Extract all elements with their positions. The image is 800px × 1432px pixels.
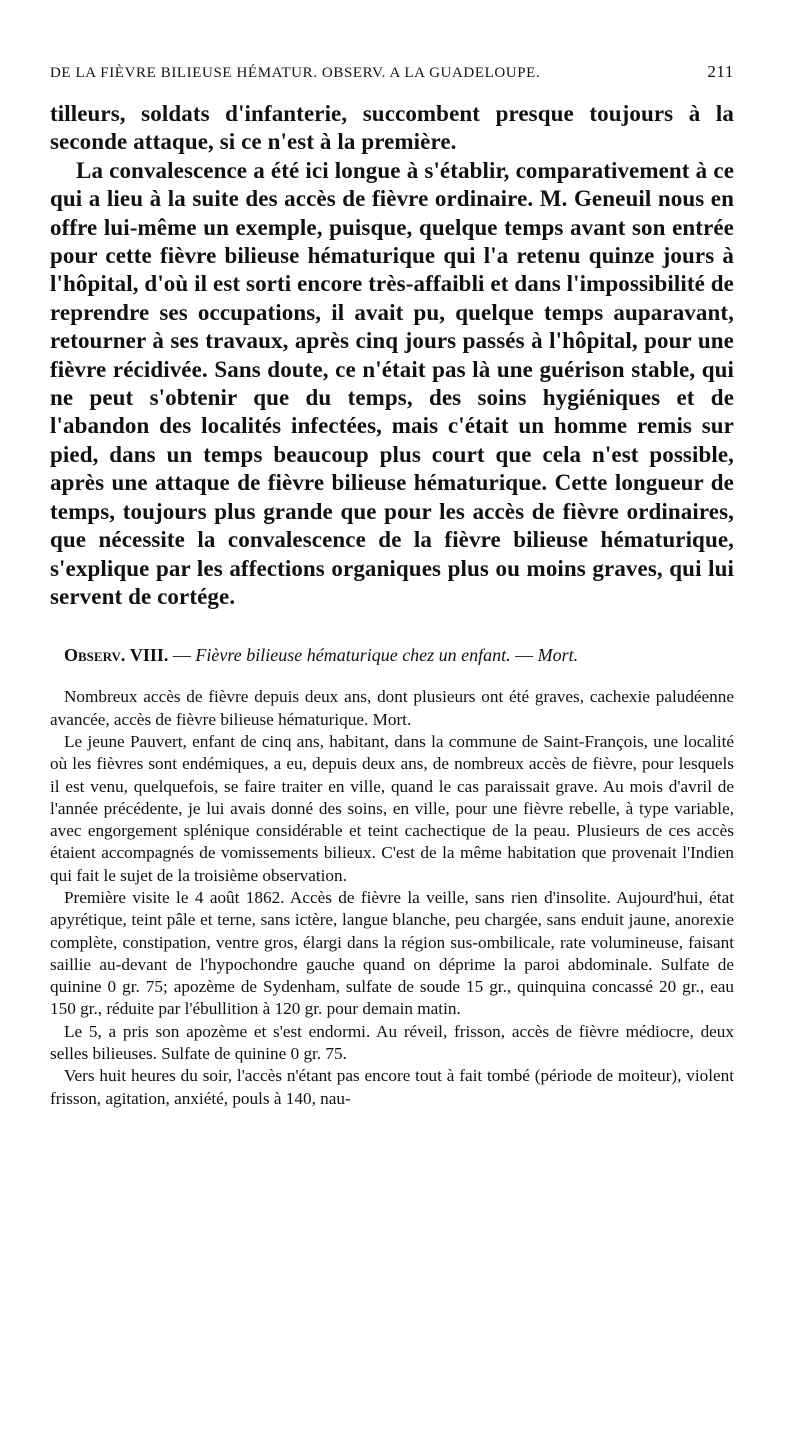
observation-outcome: Mort.: [537, 645, 579, 666]
observation-text-block: [50, 686, 734, 1110]
observation-summary: Nombreux accès de fièvre depuis deux ans, dont plusieurs ont été graves, cachexie paludéenne avancée, accès de fièvre bilieuse hématurique. Mort.: [50, 687, 734, 729]
observation-day-5: Le 5, a pris son apozème et s'est endormi. Au réveil, frisson, accès de fièvre médiocre, deux selles bilieuses. Sulfate de quinine 0 gr. 75.: [50, 1021, 734, 1064]
observation-title: Fièvre bilieuse hématurique chez un enfant.: [195, 645, 511, 666]
paragraph-convalescence: La convalescence a été ici longue à s'établir, comparativement à ce qui a lieu à la suite des accès de fièvre ordinaire. M. Geneuil nous en offre lui-même un exemple, puisque, quelque temps avant son entrée pour cette fièvre bilieuse hématurique qui l'a retenu quinze jours à l'hôpital, d'où il est sorti encore très-affaibli et dans l'impossibilité de reprendre ses occupations, il avait pu, quelque temps auparavant, retourner à ses travaux, après cinq jours passés à l'hôpital, pour une fièvre récidivée. Sans doute, ce n'était pas là une guérison stable, qui ne peut s'obtenir que du temps, des soins hygiéniques et de l'abandon des localités infectées, mais c'était un homme remis sur pied, dans un temps beaucoup plus court que cela n'est possible, après une attaque de fièvre bilieuse hématurique. Cette longueur de temps, toujours plus grande que pour les accès de fièvre ordinaires, que nécessite la convalescence de la fièvre bilieuse hématurique, s'explique par les affections organiques plus ou moins graves, qui lui servent de cortége.: [50, 157, 734, 609]
paragraph-continuation: tilleurs, soldats d'infanterie, succombent presque toujours à la seconde attaque, si ce n'est à la première.: [50, 101, 734, 155]
main-text-block: [50, 100, 734, 611]
observation-dash-2: —: [510, 645, 538, 666]
running-title: DE LA FIÈVRE BILIEUSE HÉMATUR. OBSERV. A LA GUADELOUPE.: [50, 65, 541, 81]
page-number: 211: [707, 62, 734, 81]
observation-history: Le jeune Pauvert, enfant de cinq ans, habitant, dans la commune de Saint-François, une localité où les fièvres sont endémiques, a eu, depuis deux ans, de nombreux accès de fièvre, pour lesquels il est venu, quelquefois, se faire traiter en ville, quand le cas paraissait grave. Au mois d'avril de l'année précédente, je lui avais donné des soins, en ville, pour une fièvre rebelle, à type variable, avec engorgement splénique considérable et teint cachectique de la peau. Plusieurs de ces accès étaient accompagnés de vomissements bilieux. C'est de la même habitation que provenait l'Indien qui fait le sujet de la troisième observation.: [50, 731, 734, 885]
observation-label: Observ.: [64, 645, 126, 666]
observation-number: VIII.: [129, 645, 169, 666]
observation-first-visit: Première visite le 4 août 1862. Accès de fièvre la veille, sans rien d'insolite. Aujourd'hui, état apyrétique, teint pâle et terne, sans ictère, langue blanche, peu chargée, sans enduit jaune, anorexie complète, constipation, ventre gros, élargi dans la région sus-ombilicale, rate volumineuse, faisant saillie au-devant de l'hypochondre gauche quand on déprime la paroi abdominale. Sulfate de quinine 0 gr. 75; apozème de Sydenham, sulfate de soude 15 gr., quinquina concassé 20 gr., eau 150 gr., réduite par l'ébullition à 120 gr. pour demain matin.: [50, 887, 734, 1019]
observation-dash-1: —: [168, 645, 196, 666]
running-header: [50, 62, 734, 82]
observation-evening: Vers huit heures du soir, l'accès n'étant pas encore tout à fait tombé (période de moiteur), violent frisson, agitation, anxiété, pouls à 140, nau-: [50, 1066, 734, 1108]
observation-heading: [50, 645, 734, 666]
